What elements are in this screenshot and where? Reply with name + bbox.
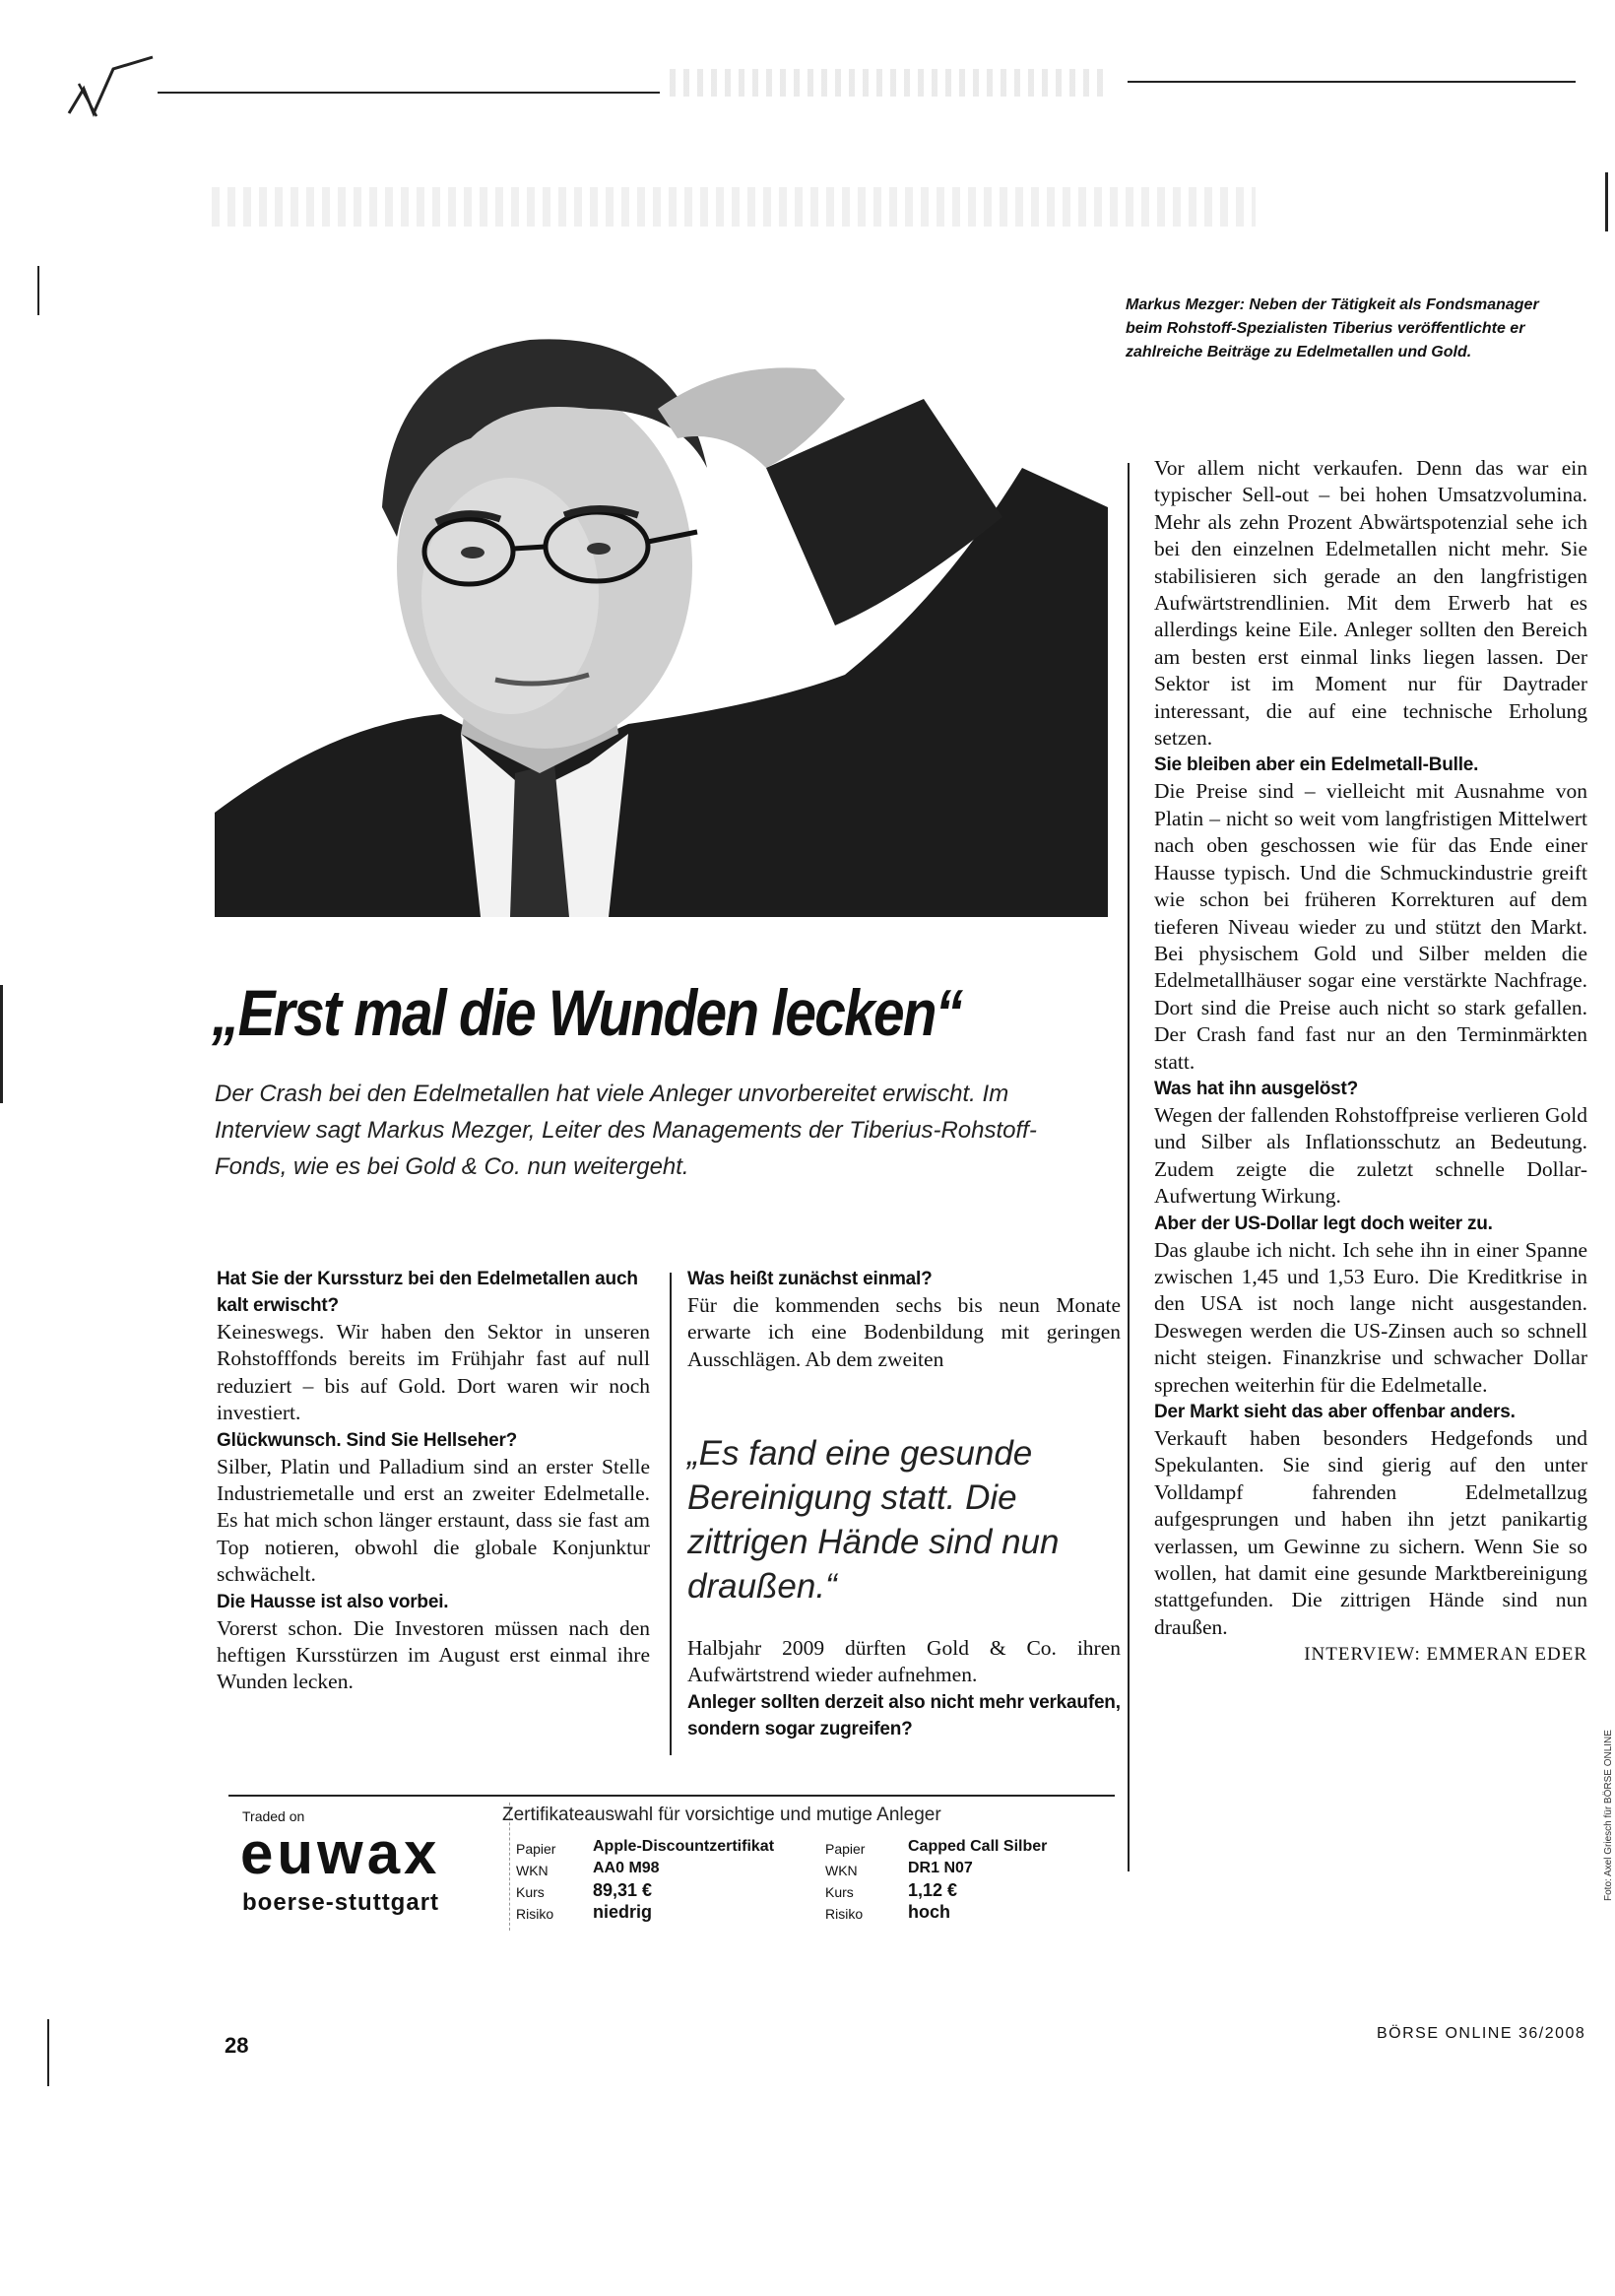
ad-product-risk: hoch xyxy=(908,1902,950,1922)
article-headline: „Erst mal die Wunden lecken“ xyxy=(212,976,962,1049)
interview-question: Hat Sie der Kurssturz bei den Edelmetallen auch kalt erwischt? xyxy=(217,1269,638,1316)
ad-label: Risiko xyxy=(825,1906,864,1922)
ad-label: Papier xyxy=(516,1841,556,1857)
ad-label: Kurs xyxy=(516,1884,545,1900)
ad-product-name: Apple-Discountzertifikat xyxy=(593,1838,775,1855)
interview-answer: Verkauft haben besonders Hedgefonds und Spekulanten. Sie sind gierig auf den unter Volldampf fahrenden Edelmetallzug aufgesprungen und haben ihn jetzt panikartig verlassen, um Gewinne zu sichern. Wenn Sie so wollen, hat damit eine gesunde Marktbereinigung stattgefunden. Die zittrigen Hände sind nun draußen. xyxy=(1154,1426,1587,1639)
ad-product-price: 1,12 € xyxy=(908,1880,958,1900)
ad-labels-2 xyxy=(825,1838,865,1925)
interview-question: Glückwunsch. Sind Sie Hellseher? xyxy=(217,1429,518,1451)
scan-mark-left xyxy=(37,266,39,315)
article-intro: Der Crash bei den Edelmetallen hat viele Anleger unvorbereitet erwischt. Im Interview sagt Markus Mezger, Leiter des Managements der Tiberius-Rohstoff-Fonds, wie es bei Gold & Co. nun weitergeht. xyxy=(215,1081,1037,1180)
ad-label: WKN xyxy=(825,1863,858,1878)
column-rule-2 xyxy=(1128,463,1130,1871)
interview-answer: Für die kommenden sechs bis neun Monate erwarte ich eine Bodenbildung mit geringen Ausschlägen. Ab dem zweiten xyxy=(687,1293,1121,1371)
portrait-photo xyxy=(215,300,1108,917)
interview-answer: Keineswegs. Wir haben den Sektor in unseren Rohstofffonds bereits im Frühjahr fast auf null reduziert – bis auf Gold. Dort waren wir noch investiert. xyxy=(217,1320,650,1425)
header-rule-right xyxy=(1128,81,1576,83)
ad-product-wkn: DR1 N07 xyxy=(908,1860,973,1876)
photo-credit: Foto: Axel Griesch für BÖRSE ONLINE xyxy=(1603,1730,1614,1901)
interview-question: Der Markt sieht das aber offenbar anders. xyxy=(1154,1402,1516,1422)
ad-product-wkn: AA0 M98 xyxy=(593,1860,660,1876)
interview-answer: Die Preise sind – vielleicht mit Ausnahme von Platin – nicht so weit vom langfristigen Mittelwert nach oben geschossen wie für das Ende einer Hausse typisch. Und die Schmuckindustrie greift wie schon bei früheren Korrekturen auf dem tieferen Niveau wieder zu und stützt den Markt. Bei physischem Gold und Silber melden die Edelmetallhäuser sogar eine verstärkte Nachfrage. Dort sind die Preise auch nicht so stark gefallen. Der Crash fand fast nur an den Terminmärkten statt. xyxy=(1154,779,1587,1074)
interview-answer: Silber, Platin und Palladium sind an erster Stelle Industriemetalle und erst an zweiter Edelmetalle. Es hat mich schon länger erstaunt, dass sie fast am Top notieren, obwohl die globale Konjunktur schwächelt. xyxy=(217,1454,650,1587)
interview-question: Aber der US-Dollar legt doch weiter zu. xyxy=(1154,1213,1493,1234)
interview-answer: Vor allem nicht verkaufen. Denn das war ein typischer Sell-out – bei hohen Umsatzvolumina. Mehr als zehn Prozent Abwärtspotenzial sehe ich bei den einzelnen Edelmetallen nicht mehr. Sie stabilisieren sich gerade an den langfristigen Aufwärtstrendlinien. Mit dem Erwerb hat es allerdings keine Eile. Anleger sollten den Bereich am besten erst einmal links liegen lassen. Der Sektor ist im Moment nur für Daytrader interessant, die auf eine technische Erholung setzen. xyxy=(1154,456,1587,751)
ad-product-risk: niedrig xyxy=(593,1902,653,1922)
ad-product-2 xyxy=(908,1836,1047,1923)
ad-labels-1 xyxy=(516,1838,555,1925)
faded-header-line xyxy=(212,187,1256,227)
column-rule-1 xyxy=(670,1273,672,1755)
photo-caption: Markus Mezger: Neben der Tätigkeit als Fondsmanager beim Rohstoff-Spezialisten Tiberius veröffentlichte er zahlreiche Beiträge zu Edelmetallen und Gold. xyxy=(1126,296,1539,361)
interview-answer: Halbjahr 2009 dürften Gold & Co. ihren Aufwärtstrend wieder aufnehmen. xyxy=(687,1636,1121,1687)
article-column-1 xyxy=(217,1266,650,1696)
ad-title: Zertifikateauswahl für vorsichtige und mutige Anleger xyxy=(502,1804,941,1825)
interview-question: Was hat ihn ausgelöst? xyxy=(1154,1078,1359,1099)
faded-header-text xyxy=(670,69,1103,97)
byline: INTERVIEW: EMMERAN EDER xyxy=(1304,1644,1587,1666)
ad-label: Papier xyxy=(825,1841,866,1857)
ad-traded-on: Traded on xyxy=(242,1808,305,1824)
interview-answer: Das glaube ich nicht. Ich sehe ihn in einer Spanne zwischen 1,45 und 1,53 Euro. Die Kreditkrise in den USA ist noch lange nicht ausgestanden. Deswegen werden die US-Zinsen auch so schnell nicht steigen. Finanzkrise und schwacher Dollar sprechen weiterhin für die Edelmetalle. xyxy=(1154,1237,1587,1397)
ad-product-1 xyxy=(593,1836,774,1923)
ad-label: WKN xyxy=(516,1863,549,1878)
interview-question: Was heißt zunächst einmal? xyxy=(687,1269,933,1289)
ad-label: Kurs xyxy=(825,1884,854,1900)
euwax-logo: euwax xyxy=(240,1820,441,1886)
publication-footer: BÖRSE ONLINE 36/2008 xyxy=(1377,2025,1586,2042)
page-number: 28 xyxy=(225,2033,249,2058)
pull-quote: „Es fand eine gesunde Bereinigung statt. Die zittrigen Hände sind nun draußen.“ xyxy=(687,1434,1060,1606)
scan-edge-right xyxy=(1605,172,1608,231)
interview-question: Die Hausse ist also vorbei. xyxy=(217,1591,449,1612)
interview-answer: Wegen der fallenden Rohstoffpreise verlieren Gold und Silber als Inflationsschutz an Bedeutung. Zudem zeigte die zuletzt schnelle Dollar-Aufwertung Wirkung. xyxy=(1154,1102,1587,1209)
article-column-2-bottom xyxy=(687,1635,1121,1742)
article-column-3 xyxy=(1154,455,1587,1669)
interview-question: Sie bleiben aber ein Edelmetall-Bulle. xyxy=(1154,754,1479,776)
ad-product-price: 89,31 € xyxy=(593,1880,653,1900)
euwax-logo-sub: boerse-stuttgart xyxy=(242,1889,440,1916)
scan-mark-bottom xyxy=(47,2019,49,2086)
header-rule-left xyxy=(158,92,660,94)
article-column-2-top xyxy=(687,1266,1121,1373)
ad-label: Risiko xyxy=(516,1906,554,1922)
ad-logo-block xyxy=(228,1803,510,1931)
scan-edge-left xyxy=(0,985,3,1103)
interview-question: Anleger sollten derzeit also nicht mehr verkaufen, sondern sogar zugreifen? xyxy=(687,1691,1121,1739)
interview-answer: Vorerst schon. Die Investoren müssen nach den heftigen Kursstürzen im August erst einmal ihre Wunden lecken. xyxy=(217,1615,650,1694)
ad-top-rule xyxy=(228,1795,1115,1797)
section-logo-icon xyxy=(59,39,167,128)
ad-product-name: Capped Call Silber xyxy=(908,1838,1048,1855)
